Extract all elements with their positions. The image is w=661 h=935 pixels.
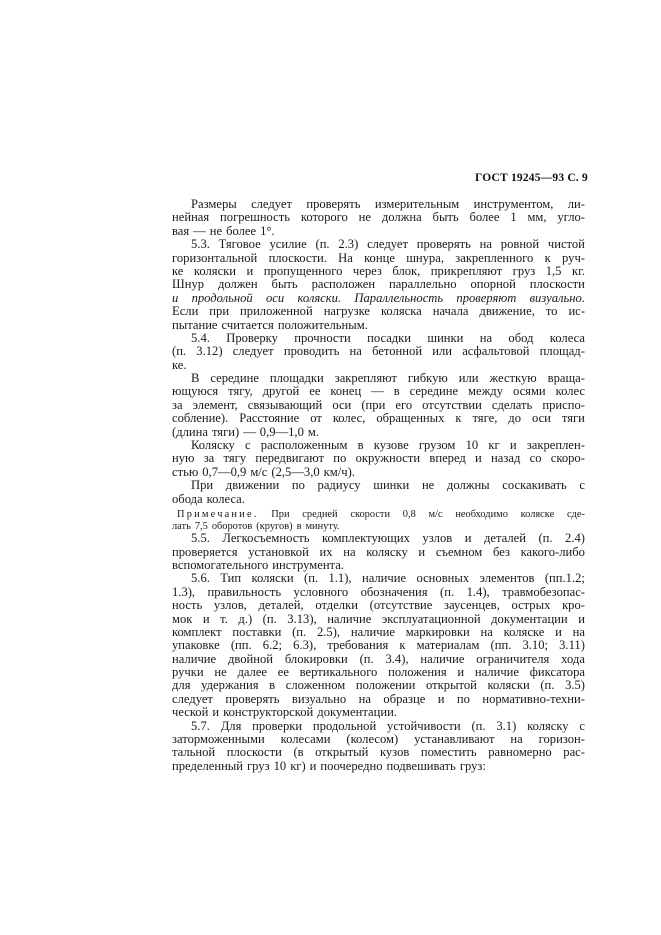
text-line: При движении по радиусу шинки не должны соскакивать с	[191, 478, 585, 493]
text-line: Шнур должен быть расположен параллельно опорной плоскости	[172, 277, 585, 292]
text-line: тальной плоскости (в открытый кузов поместить равномерно рас-	[172, 745, 585, 760]
text-line: собление). Расстояние от колес, обращенных к тяге, до оси тяги	[172, 411, 585, 426]
page-header	[428, 172, 588, 184]
text-line: наличие двойной блокировки (п. 3.4), наличие ограничителя хода	[172, 651, 585, 666]
paragraph-p-5-5	[172, 532, 585, 572]
paragraph-p-radius	[172, 479, 585, 506]
paragraph-p-5-3	[172, 238, 585, 332]
paragraph-p-5-6	[172, 572, 585, 719]
note-label: Примечание.	[177, 508, 259, 520]
text-line: ческой и конструкторской документации.	[172, 705, 397, 720]
text-line: комплект поставки (п. 2.5), наличие маркировки на коляске и на	[172, 624, 585, 639]
text-line: и продольной оси коляски. Параллельность проверяют визуально.	[172, 290, 585, 305]
text-line: вспомогательного инструмента.	[172, 557, 344, 572]
text-line: пытание считается положительным.	[172, 317, 368, 332]
text-line: ность узлов, деталей, отделки (отсутствие заусенцев, острых кро-	[172, 598, 585, 613]
text-line: за элемент, связывающий оси (при его отсутствии сделать приспо-	[172, 397, 585, 412]
note-line: лать 7,5 оборотов (кругов) в минуту.	[172, 520, 340, 532]
text-line: (п. 3.12) следует проводить на бетонной или асфальтовой площад-	[172, 344, 585, 359]
text-line: ручки не далее ее вертикального положения и наличие фиксатора	[172, 665, 585, 680]
text-line: проверяется установкой их на коляску и съемном без какого-либо	[172, 544, 585, 559]
text-line: пределенный груз 10 кг) и поочередно подвешивать груз:	[172, 758, 486, 773]
body-text	[172, 198, 585, 773]
text-line: ющуюся тягу, другой ее конец — в середине между осями колес	[172, 384, 585, 399]
text-line: Коляску с расположенным в кузове грузом 10 кг и закреплен-	[191, 438, 585, 453]
text-line: В середине площадки закрепляют гибкую или жесткую враща-	[191, 371, 585, 386]
text-line: вая — не более 1°.	[172, 223, 275, 238]
text-line: (длина тяги) — 0,9—1,0 м.	[172, 424, 319, 439]
text-line: 5.3. Тяговое усилие (п. 2.3) следует проверять на ровной чистой	[191, 237, 585, 252]
text-line: нейная погрешность которого не должна быть более 1 мм, угло-	[172, 210, 585, 225]
text-line: 5.7. Для проверки продольной устойчивости (п. 3.1) коляску с	[191, 718, 585, 733]
text-line: заторможенными колесами (колесом) устанавливают на горизон-	[172, 732, 585, 747]
paragraph-p-middle	[172, 372, 585, 439]
text-line: для удержания в сложенном положении открытой коляски (п. 3.5)	[172, 678, 585, 693]
note-line: Примечание. При средней скорости 0,8 м/с необходимо коляске сде-	[177, 508, 585, 520]
text-line: Размеры следует проверять измерительным инструментом, ли-	[191, 197, 585, 211]
paragraph-p-sizes	[172, 198, 585, 238]
text-line: упаковке (пп. 6.2; 6.3), требования к материалам (пп. 3.10; 3.11)	[172, 638, 585, 653]
text-line: ке.	[172, 357, 187, 372]
page-number: С. 9	[567, 172, 588, 184]
text-line: 1.3), правильность условного обозначения (п. 1.4), травмобезопас-	[172, 584, 585, 599]
paragraph-p-load	[172, 439, 585, 479]
text-line: Если при приложенной нагрузке коляска начала движение, то ис-	[172, 304, 585, 319]
paragraph-p-5-7	[172, 720, 585, 774]
note-block	[172, 509, 585, 532]
text-line: ную за тягу передвигают по окружности вперед и назад со скоро-	[172, 451, 585, 466]
text-line: стью 0,7—0,9 м/с (2,5—3,0 км/ч).	[172, 464, 355, 479]
text-line: горизонтальной плоскости. На конце шнура, закрепленного к руч-	[172, 250, 585, 265]
text-line: следует проверять визуально на образце и по нормативно-техни-	[172, 691, 585, 706]
paragraph-p-5-4	[172, 332, 585, 372]
text-line: обода колеса.	[172, 491, 245, 506]
standard-number: ГОСТ 19245—93	[474, 172, 565, 184]
text-line: 5.5. Легкосъемность комплектующих узлов и деталей (п. 2.4)	[191, 531, 585, 546]
text-line: ке коляски и пропущенного через блок, прикрепляют груз 1,5 кг.	[172, 263, 585, 278]
text-line: мок и т. д.) (п. 3.13), наличие эксплуатационной документации и	[172, 611, 585, 626]
text-line: 5.6. Тип коляски (п. 1.1), наличие основных элементов (пп.1.2;	[191, 571, 585, 586]
text-line: 5.4. Проверку прочности посадки шинки на обод колеса	[191, 330, 585, 345]
